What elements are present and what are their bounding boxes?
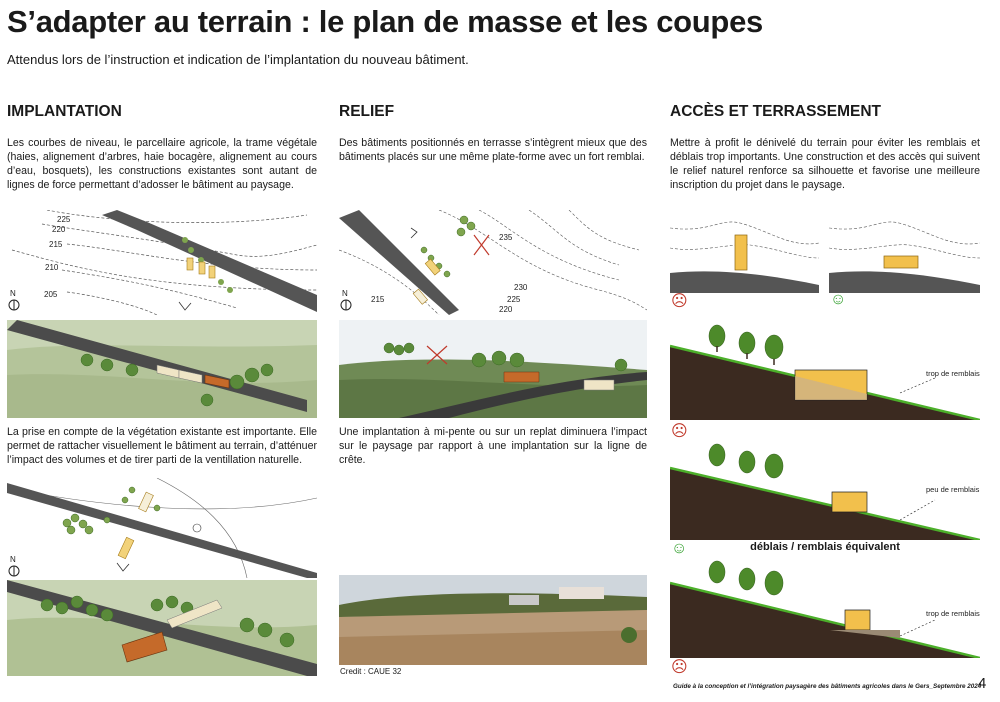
contour-label: 220 [499, 305, 513, 314]
contour-label: 205 [44, 290, 58, 299]
happy-face-icon: ☺ [671, 540, 688, 557]
implantation-heading: IMPLANTATION [7, 103, 122, 120]
relief-photo [339, 575, 647, 665]
page-number: 4 [978, 675, 987, 692]
implantation-text-2: La prise en compte de la végétation existante est importante. Elle permet de rattacher visuellement le bâtiment au terrain, d’atténuer l’impact des volumes et de tirer parti de la ventillation naturelle. [7, 426, 317, 466]
implantation-plan-map-2 [7, 478, 317, 578]
north-label: N [342, 289, 348, 298]
happy-face-icon: ☺ [830, 291, 847, 308]
page-title: S’adapter au terrain : le plan de masse et les coupes [7, 4, 763, 39]
implantation-plan-map [7, 210, 317, 315]
section-note: trop de remblais [926, 369, 980, 378]
section-trop-remblais [670, 318, 980, 420]
section-trop-remblais-2 [670, 558, 980, 658]
acces-text-1: Mettre à profit le dénivelé du terrain pour éviter les remblais et déblais trop importants. Une construction et des accès qui suivent le relief naturel renforce sa silhouette et favorise une meilleure inscription du projet dans le paysage. [670, 137, 980, 191]
section-note: trop de remblais [926, 609, 980, 618]
contour-label: 235 [499, 233, 513, 242]
contour-label: 215 [371, 295, 385, 304]
implantation-text-1: Les courbes de niveau, le parcellaire agricole, la trame végétale (haies, alignement d’arbres, haie bocagère, alignement au cours d’eau, bosquets), les constructions existantes sont autant de lignes de force permettant d’adosser le bâtiment au paysage. [7, 137, 317, 191]
north-label: N [10, 289, 16, 298]
relief-heading: RELIEF [339, 103, 395, 120]
contour-label: 210 [45, 263, 59, 272]
contour-label: 215 [49, 240, 63, 249]
contour-label: 225 [57, 215, 71, 224]
implantation-3d-view [7, 320, 317, 418]
section-peu-remblais [670, 440, 980, 540]
acces-heading: ACCÈS ET TERRASSEMENT [670, 103, 881, 120]
sad-face-icon: ☹ [671, 423, 688, 440]
contour-label: 220 [52, 225, 66, 234]
acces-plan-good [829, 213, 980, 293]
contour-label: 230 [514, 283, 528, 292]
relief-text-1: Des bâtiments positionnés en terrasse s’intègrent mieux que des bâtiments placés sur une même plate-forme avec un fort remblai. [339, 137, 647, 163]
footer-note: Guide à la conception et l’intégration paysagère des bâtiments agricoles dans le Gers_Septembre 2024 [673, 683, 982, 690]
relief-plan-map [339, 210, 647, 315]
north-label: N [10, 555, 16, 564]
contour-label: 225 [507, 295, 521, 304]
page-subtitle: Attendus lors de l’instruction et indication de l’implantation du nouveau bâtiment. [7, 52, 469, 67]
relief-text-2: Une implantation à mi-pente ou sur un replat diminuera l’impact sur le paysage par rapport à une implantation sur la ligne de crête. [339, 426, 647, 466]
implantation-3d-view-2 [7, 580, 317, 676]
photo-credit: Credit : CAUE 32 [340, 667, 402, 676]
acces-plan-bad [670, 213, 819, 293]
relief-3d-view [339, 320, 647, 418]
sad-face-icon: ☹ [671, 293, 688, 310]
sad-face-icon: ☹ [671, 659, 688, 676]
section-middle-label: déblais / remblais équivalent [750, 541, 900, 553]
section-note: peu de remblais [926, 485, 980, 494]
